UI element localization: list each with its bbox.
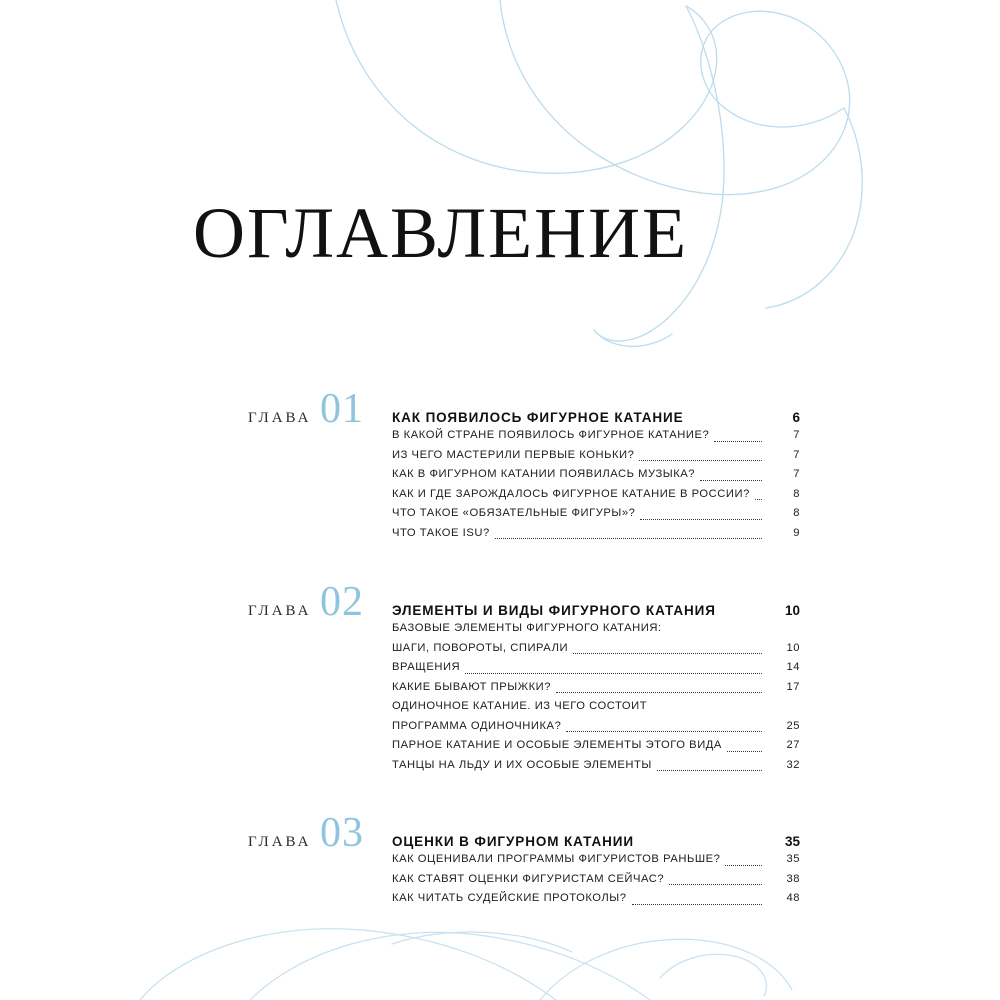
toc-entry-page: 7 [793,429,800,441]
toc-entry[interactable] [392,870,800,890]
leader-dots [714,440,762,442]
toc-entry[interactable] [392,850,800,870]
toc-entry[interactable] [392,485,800,505]
leader-dots [669,883,762,885]
toc-entry-label: КАК В ФИГУРНОМ КАТАНИИ ПОЯВИЛАСЬ МУЗЫКА? [392,468,696,480]
chapter-heading-03[interactable] [248,810,800,856]
chapter-heading-02[interactable] [248,579,800,625]
toc-entry-page: 38 [786,872,800,885]
chapter-title: КАК ПОЯВИЛОСЬ ФИГУРНОЕ КАТАНИЕ [392,410,684,425]
chapter-entries-03 [392,850,800,909]
toc-entry-page: 35 [786,853,800,865]
leader-dots [727,750,762,752]
toc-entry-page: 8 [793,507,800,519]
chapter-word-label: ГЛАВА [248,603,312,619]
toc-entry-label: ТАНЦЫ НА ЛЬДУ И ИХ ОСОБЫЕ ЭЛЕМЕНТЫ [392,758,652,771]
leader-dots [652,712,762,713]
toc-entry-label: КАК И ГДЕ ЗАРОЖДАЛОСЬ ФИГУРНОЕ КАТАНИЕ В РОССИИ? [392,487,750,500]
toc-entry[interactable] [392,678,800,698]
toc-entry[interactable] [392,717,800,737]
chapter-entries-02 [392,619,800,775]
leader-dots [495,537,762,539]
toc-entry[interactable] [392,736,800,756]
toc-entry-page: 25 [786,719,800,732]
toc-entry-label: ШАГИ, ПОВОРОТЫ, СПИРАЛИ [392,641,569,654]
toc-entry-page: 9 [793,526,800,539]
toc-entry-label: КАК ЧИТАТЬ СУДЕЙСКИЕ ПРОТОКОЛЫ? [392,892,627,904]
leader-dots [657,769,762,771]
chapter-title: ОЦЕНКИ В ФИГУРНОМ КАТАНИИ [392,834,634,849]
toc-entry[interactable] [392,504,800,524]
leader-dots [667,634,762,635]
leader-dots [639,459,762,461]
toc-entry-label: КАК СТАВЯТ ОЦЕНКИ ФИГУРИСТАМ СЕЙЧАС? [392,872,665,885]
toc-entry-page: 32 [786,758,800,771]
chapter-page-number: 10 [784,603,800,618]
toc-entry[interactable] [392,658,800,678]
toc-entry-page: 8 [793,487,800,500]
toc-entry-page: 14 [786,661,800,673]
leader-dots [725,864,762,866]
chapter-page-number: 6 [792,410,800,425]
toc-entry[interactable] [392,889,800,909]
toc-entry-label: ВРАЩЕНИЯ [392,661,461,673]
leader-dots [465,672,762,674]
chapter-heading-01[interactable] [248,386,800,432]
toc-entry-label: БАЗОВЫЕ ЭЛЕМЕНТЫ ФИГУРНОГО КАТАНИЯ: [392,622,662,634]
page-title: ОГЛАВЛЕНИЕ [193,193,689,273]
chapter-word-label: ГЛАВА [248,410,312,426]
toc-entry[interactable] [392,619,800,639]
toc-entry-page: 7 [793,448,800,461]
chapter-block-01 [248,386,800,539]
leader-dots [755,498,762,500]
toc-entry-label: ИЗ ЧЕГО МАСТЕРИЛИ ПЕРВЫЕ КОНЬКИ? [392,448,635,461]
toc-entry-label: В КАКОЙ СТРАНЕ ПОЯВИЛОСЬ ФИГУРНОЕ КАТАНИЕ? [392,429,710,441]
toc-entry[interactable] [392,697,800,717]
leader-dots [640,518,762,520]
chapter-entries-01 [392,426,800,543]
toc-entry[interactable] [392,639,800,659]
toc-entry[interactable] [392,426,800,446]
toc-entry[interactable] [392,524,800,544]
toc-entry-label: ЧТО ТАКОЕ «ОБЯЗАТЕЛЬНЫЕ ФИГУРЫ»? [392,507,636,519]
toc-entry[interactable] [392,446,800,466]
toc-entry[interactable] [392,756,800,776]
chapter-block-02 [248,579,800,771]
leader-dots [573,652,762,654]
chapter-block-03 [248,810,800,904]
toc-entry[interactable] [392,465,800,485]
toc-entry-page: 10 [786,641,800,654]
chapter-word-label: ГЛАВА [248,834,312,850]
leader-dots [700,479,762,481]
toc-entry-page: 7 [793,468,800,480]
chapter-title: ЭЛЕМЕНТЫ И ВИДЫ ФИГУРНОГО КАТАНИЯ [392,603,716,618]
chapter-number: 01 [320,386,364,432]
chapter-number: 02 [320,579,364,625]
toc-entry-label: ПАРНОЕ КАТАНИЕ И ОСОБЫЕ ЭЛЕМЕНТЫ ЭТОГО ВИДА [392,739,722,751]
leader-dots [566,730,762,732]
toc-entry-label: КАКИЕ БЫВАЮТ ПРЫЖКИ? [392,680,552,693]
leader-dots [556,691,762,693]
toc-entry-label: КАК ОЦЕНИВАЛИ ПРОГРАММЫ ФИГУРИСТОВ РАНЬШЕ? [392,853,721,865]
toc-entry-label: ЧТО ТАКОЕ ISU? [392,526,490,539]
toc-entry-page: 17 [786,680,800,693]
chapter-number: 03 [320,810,364,856]
leader-dots [632,903,762,905]
toc-entry-page: 27 [786,739,800,751]
toc-entry-label: ПРОГРАММА ОДИНОЧНИКА? [392,719,562,732]
toc-entry-label: ОДИНОЧНОЕ КАТАНИЕ. ИЗ ЧЕГО СОСТОИТ [392,700,648,712]
chapter-page-number: 35 [784,834,800,849]
toc-entry-page: 48 [786,892,800,904]
